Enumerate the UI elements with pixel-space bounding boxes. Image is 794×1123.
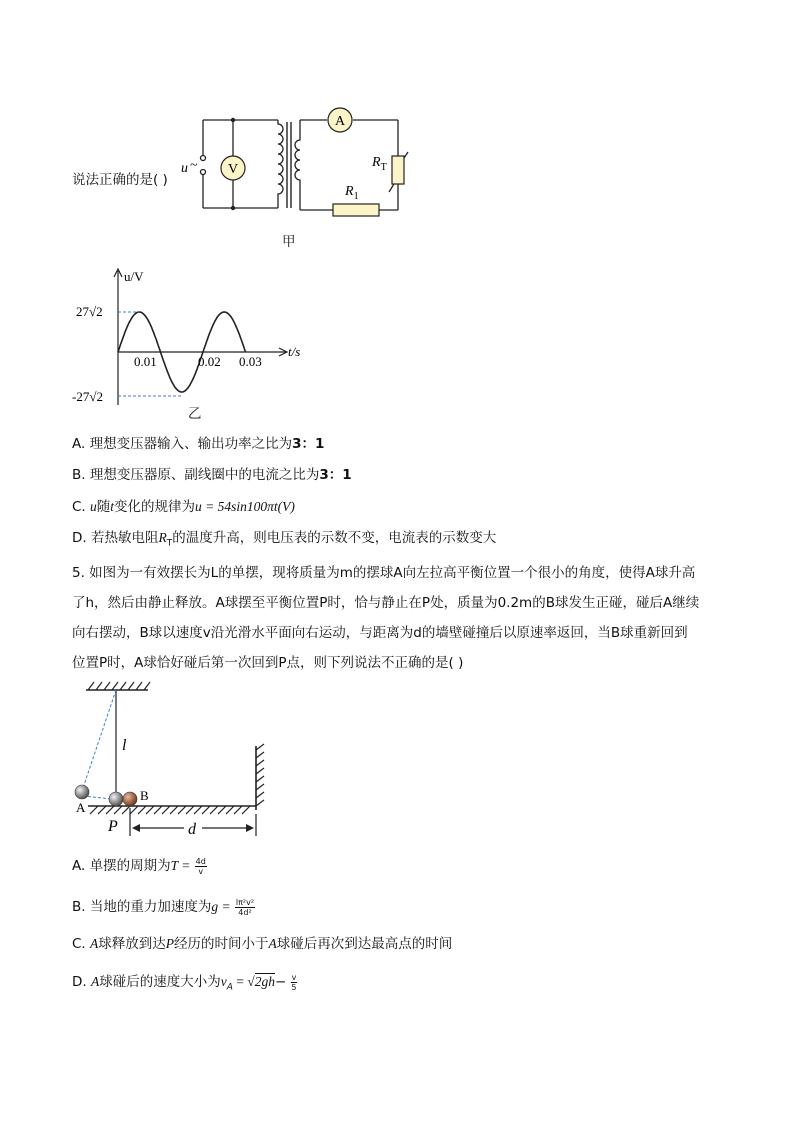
q4-option-d: D. 若热敏电阻$R_T$的温度升高，则电压表的示数不变，电流表的示数变大 — [72, 530, 497, 549]
distance-d-label: d — [188, 821, 196, 838]
ammeter-label: A — [334, 114, 346, 129]
ball-a-label: A — [76, 800, 86, 815]
q5-option-d: D. A球碰后的速度大小为$v_A = √2gh-$ $\frac{v}{5}$ — [72, 972, 297, 993]
sine-wave-graph — [72, 265, 322, 425]
q5-option-d-radicand: 2gh — [254, 974, 275, 989]
thermistor-icon — [392, 156, 404, 184]
fig1-caption: 甲 — [282, 234, 296, 250]
thermistor-label: $R_T$ — [372, 155, 387, 173]
y-max-label: 27√2 — [76, 304, 103, 319]
ball-a-released-icon — [75, 785, 89, 799]
q5-option-b-fraction: $\frac{\text{lπ²v²}}{\text{4d²}}$ — [235, 897, 255, 917]
ball-b-icon — [123, 792, 137, 806]
q4-option-a: A. 理想变压器输入、输出功率之比为3：1 — [72, 436, 325, 452]
q5-stem-line-3: 向右摆动，B球以速度v沿光滑水平面向右运动，与距离为d的墙壁碰撞后以原速率返回，当B球重新回到 — [72, 625, 688, 641]
pendulum-diagram — [70, 678, 280, 840]
y-min-label: -27√2 — [72, 389, 103, 404]
point-p-label: P — [108, 818, 118, 835]
q5-option-a: A. 单摆的周期为T = $\frac{4d}{v}$ — [72, 856, 206, 876]
resistor-icon — [333, 204, 379, 216]
transformer-circuit-diagram — [175, 100, 435, 260]
q5-stem — [72, 558, 722, 678]
ball-b-label: B — [140, 788, 149, 803]
ball-a-icon — [109, 792, 123, 806]
resistor-label: $R_1$ — [345, 184, 359, 202]
q5-option-a-fraction: $\frac{4d}{v}$ — [195, 856, 206, 876]
source-label-u: u — [181, 161, 188, 176]
q5-option-d-fraction: $\frac{v}{5}$ — [291, 972, 297, 992]
x-axis-label: t/s — [288, 344, 301, 359]
x-tick-1: 0.01 — [134, 354, 157, 369]
x-tick-3: 0.03 — [239, 354, 262, 369]
q4-option-c: C. u随t变化的规律为u = 54sin100πt(V) — [72, 499, 295, 515]
y-axis-label: u/V — [124, 269, 144, 284]
ac-source-icon: ~ — [190, 158, 198, 173]
q5-stem-line-4: 位置P时，A球恰好碰后第一次回到P点，则下列说法不正确的是( ) — [72, 655, 464, 671]
fig2-caption: 乙 — [188, 406, 202, 422]
q5-option-b: B. 当地的重力加速度为g = $\frac{\text{lπ²v²}}{\text{4d²}}$ — [72, 897, 255, 917]
q4-option-b: B. 理想变压器原、副线圈中的电流之比为3：1 — [72, 467, 352, 483]
q5-stem-line-2: 了h，然后由静止释放。A球摆至平衡位置P时，恰与静止在P处，质量为0.2m的B球发生正碰，碰后A继续 — [72, 595, 700, 611]
q5-option-c: C. A球释放到达P经历的时间小于A球碰后再次到达最高点的时间 — [72, 936, 453, 952]
pendulum-length-label: l — [122, 737, 127, 754]
q5-stem-line-1: 5. 如图为一有效摆长为L的单摆，现将质量为m的摆球A向左拉高平衡位置一个很小的角度，使得A球升高 — [72, 565, 696, 581]
x-tick-2: 0.02 — [198, 354, 221, 369]
voltmeter-label: V — [227, 162, 239, 177]
q4-intro-tail: 说法正确的是( ) — [72, 172, 168, 188]
